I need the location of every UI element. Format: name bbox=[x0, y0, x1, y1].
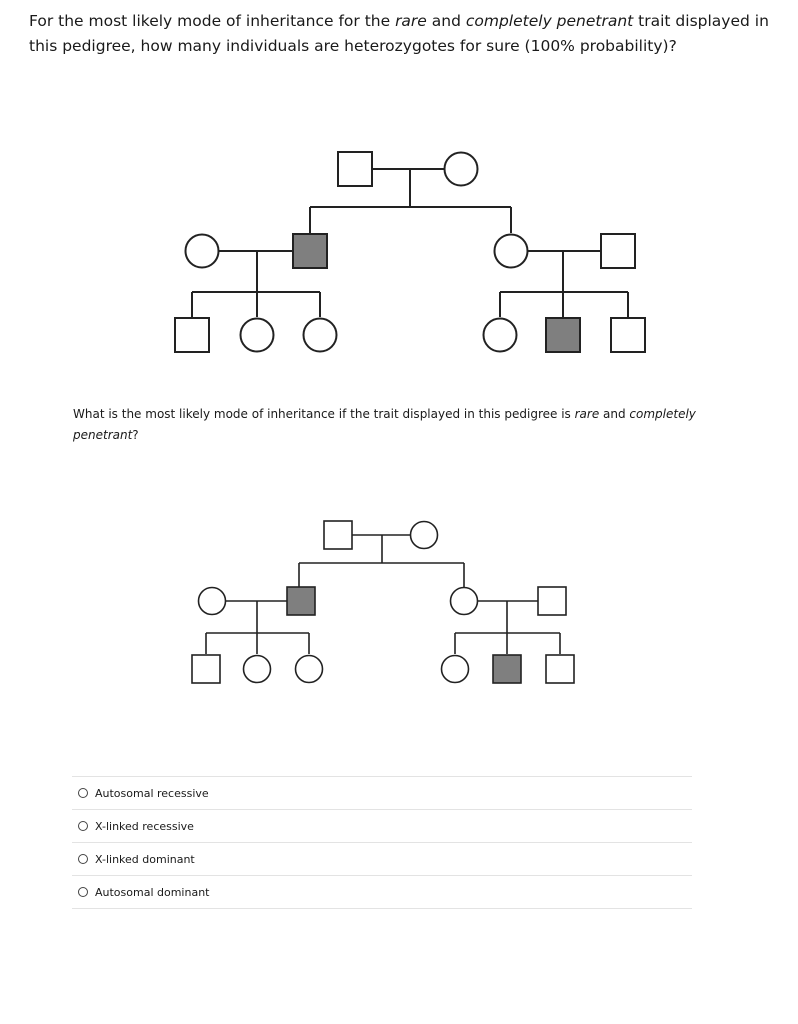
subquestion-penetrant: completely penetrant bbox=[73, 407, 696, 442]
female-unaffected-gen3-3-small bbox=[296, 656, 323, 683]
male-affected-gen3-5-small bbox=[493, 655, 521, 683]
subquestion-part-2: and bbox=[599, 407, 630, 421]
female-unaffected-gen3-4-small bbox=[442, 656, 469, 683]
question-part-1: For the most likely mode of inheritance for the bbox=[29, 12, 396, 30]
option-label: X-linked recessive bbox=[95, 819, 194, 833]
male-unaffected-gen1-small bbox=[324, 521, 352, 549]
answer-options bbox=[72, 776, 692, 909]
female-unaffected-gen1-small bbox=[411, 522, 438, 549]
female-unaffected-gen3-2-small bbox=[244, 656, 271, 683]
option-x-linked-dominant[interactable] bbox=[72, 842, 692, 875]
question-penetrant: completely penetrant bbox=[465, 12, 634, 30]
option-label: X-linked dominant bbox=[95, 852, 195, 866]
male-unaffected-gen3-6-small bbox=[546, 655, 574, 683]
subquestion-rare: rare bbox=[574, 407, 600, 421]
option-autosomal-recessive[interactable] bbox=[72, 776, 692, 809]
option-autosomal-dominant[interactable] bbox=[72, 875, 692, 909]
subquestion-part-3: ? bbox=[132, 428, 139, 442]
male-unaffected-spouse-right-small bbox=[538, 587, 566, 615]
male-affected-gen2-small bbox=[287, 587, 315, 615]
question-part-3: trait displayed in this pedigree, how many individuals are heterozygotes for sure (100% probability)? bbox=[29, 12, 769, 55]
radio-button[interactable] bbox=[78, 788, 88, 798]
question-part-2: and bbox=[426, 12, 466, 30]
question-rare: rare bbox=[395, 12, 427, 30]
option-label: Autosomal recessive bbox=[95, 786, 209, 800]
radio-button[interactable] bbox=[78, 854, 88, 864]
male-unaffected-gen3-1-small bbox=[192, 655, 220, 683]
option-label: Autosomal dominant bbox=[95, 885, 210, 899]
option-x-linked-recessive[interactable] bbox=[72, 809, 692, 842]
subquestion-part-1: What is the most likely mode of inheritance if the trait displayed in this pedigree is bbox=[73, 407, 575, 421]
female-unaffected-spouse-left-small bbox=[199, 588, 226, 615]
radio-button[interactable] bbox=[78, 887, 88, 897]
female-unaffected-gen2-small bbox=[451, 588, 478, 615]
radio-button[interactable] bbox=[78, 821, 88, 831]
